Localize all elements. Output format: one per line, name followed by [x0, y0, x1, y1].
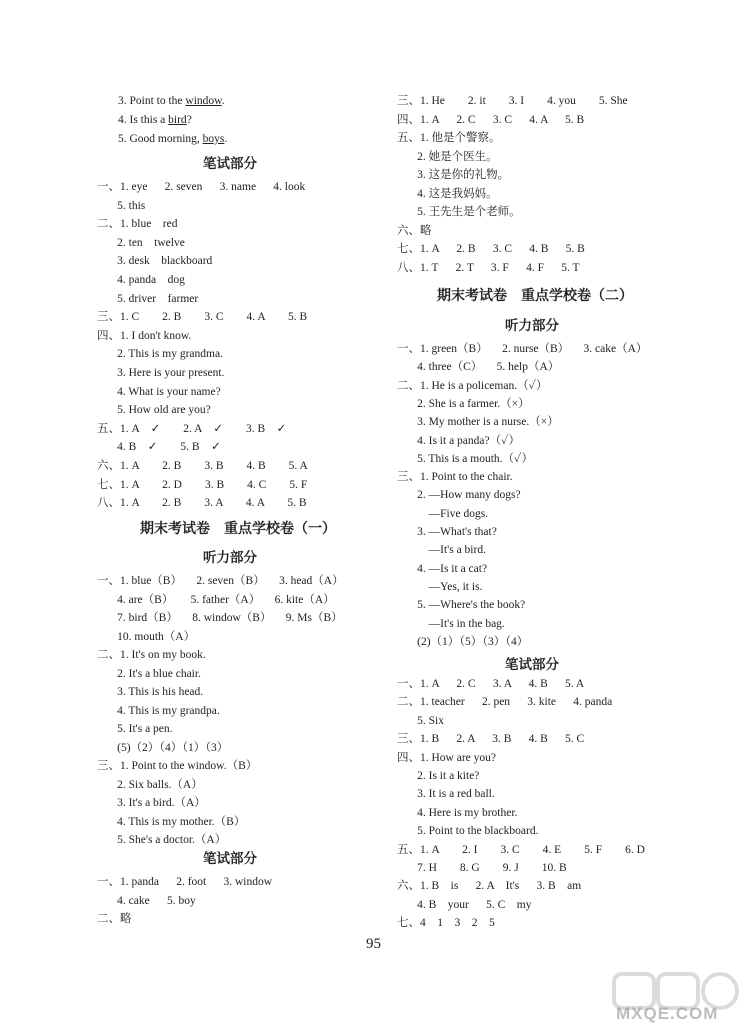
answer-line: 5. This is a mouth.（✓）	[397, 452, 533, 465]
answer-line: 3. It's a bird.（A）	[97, 797, 206, 809]
answer-line: 7. H 8. G 9. J 10. B	[397, 862, 567, 874]
answer-line: 4. B your 5. C my	[397, 898, 532, 911]
answer-line: 一、1. panda 2. foot 3. window	[97, 876, 273, 888]
answer-line: 4. What is your name?	[97, 385, 221, 398]
answer-line: 4. Is it a panda?（✓）	[397, 434, 521, 447]
answer-line: 4. are（B） 5. father（A） 6. kite（A）	[97, 593, 335, 606]
answer-line: 2. It's a blue chair.	[97, 667, 201, 680]
answer-line: 5. How old are you?	[97, 404, 211, 417]
section-heading-listening-2: 听力部分	[505, 318, 559, 333]
answer-line: 2. 她是个医生。	[397, 150, 498, 163]
answer-line: 3. —What's that?	[397, 526, 497, 538]
answer-line: 二、1. He is a policeman.（✓）	[397, 379, 548, 392]
answer-line: 五、1. 他是个警察。	[397, 132, 501, 144]
watermark-text: MXQE.COM	[616, 1004, 719, 1023]
answer-line: 一、1. A 2. C 3. A 4. B 5. A	[397, 678, 585, 690]
answer-line: 4. Here is my brother.	[397, 806, 518, 819]
answer-line: 四、1. How are you?	[397, 751, 497, 764]
answer-line: 三、1. B 2. A 3. B 4. B 5. C	[397, 733, 585, 746]
answer-line: 七、1. A 2. D 3. B 4. C 5. F	[97, 478, 308, 491]
page-number: 95	[366, 936, 381, 952]
answer-line: 3. This is his head.	[97, 686, 204, 698]
answer-line: 3. Here is your present.	[97, 367, 225, 379]
answer-line: 5. Point to the blackboard.	[397, 825, 539, 838]
answer-line: 5. Six	[397, 714, 444, 727]
answer-line: 八、1. T 2. T 3. F 4. F 5. T	[397, 261, 580, 274]
answer-line: —It's a bird.	[397, 544, 486, 557]
answer-line: 三、1. Point to the chair.	[397, 471, 513, 484]
section-heading-written-2: 笔试部分	[203, 851, 257, 866]
answer-line: 三、1. Point to the window.（B）	[97, 760, 258, 772]
prev-item-3: 3. Point to the window.	[118, 95, 225, 107]
answer-line: 4. three（C） 5. help（A）	[397, 361, 560, 374]
answer-line: 4. 这是我妈妈。	[397, 187, 498, 200]
answer-line: 4. cake 5. boy	[97, 894, 196, 907]
answer-line: 一、1. green（B） 2. nurse（B） 3. cake（A）	[397, 343, 648, 355]
answer-line: 二、1. It's on my book.	[97, 649, 206, 661]
answer-line: 2. This is my grandma.	[97, 348, 223, 361]
answer-line: (5)（2）（4）（1）（3）	[97, 741, 229, 754]
section-heading-written-3: 笔试部分	[505, 657, 559, 672]
section-heading-written: 笔试部分	[203, 156, 257, 171]
answer-line: 4. panda dog	[97, 274, 185, 286]
answer-line: 5. 王先生是个老师。	[397, 206, 521, 218]
answer-line: 2. Is it a kite?	[397, 770, 480, 782]
answer-line: 4. This is my mother.（B）	[97, 815, 246, 828]
answer-line: 5. —Where's the book?	[397, 599, 526, 612]
answer-line: 四、1. I don't know.	[97, 329, 192, 342]
answer-line: 六、1. B is 2. A It's 3. B am	[397, 880, 582, 893]
answer-line: 3. It is a red ball.	[397, 788, 495, 801]
answer-line: 10. mouth（A）	[97, 630, 196, 643]
answer-line: (2)（1）（5）（3）（4）	[397, 635, 529, 648]
answer-line: 二、略	[97, 913, 132, 925]
section-heading-listening: 听力部分	[203, 550, 257, 565]
exam-title-key-school-1: 期末考试卷 重点学校卷（一）	[140, 522, 336, 537]
answer-line: —Yes, it is.	[397, 580, 483, 593]
answer-line: 7. bird（B） 8. window（B） 9. Ms（B）	[97, 612, 343, 624]
answer-line: 四、1. A 2. C 3. C 4. A 5. B	[397, 113, 585, 126]
answer-line: 4. This is my grandpa.	[97, 704, 220, 717]
answer-line: 一、1. eye 2. seven 3. name 4. look	[97, 181, 306, 193]
exam-title-key-school-2: 期末考试卷 重点学校卷（二）	[437, 289, 633, 304]
answer-line: 二、1. blue red	[97, 218, 178, 231]
answer-line: 4. —Is it a cat?	[397, 562, 488, 575]
answer-line: —It's in the bag.	[397, 617, 505, 630]
answer-line: 5. driver farmer	[97, 292, 199, 305]
answer-line: 八、1. A 2. B 3. A 4. A 5. B	[97, 497, 307, 510]
answer-line: 五、1. A ✓ 2. A ✓ 3. B ✓	[97, 422, 287, 435]
answer-line: 3. desk blackboard	[97, 255, 213, 268]
prev-item-5: 5. Good morning, boys.	[118, 133, 228, 145]
answer-line: 5. She's a doctor.（A）	[97, 834, 227, 846]
answer-line: —Five dogs.	[397, 507, 489, 520]
answer-line: 三、1. C 2. B 3. C 4. A 5. B	[97, 311, 308, 324]
answer-line: 五、1. A 2. I 3. C 4. E 5. F 6. D	[397, 843, 645, 856]
answer-line: 5. this	[97, 199, 146, 212]
answer-line: 六、1. A 2. B 3. B 4. B 5. A	[97, 460, 308, 472]
answer-line: 七、1. A 2. B 3. C 4. B 5. B	[397, 243, 585, 255]
answer-line: 3. 这是你的礼物。	[397, 169, 510, 181]
answer-line: 2. Six balls.（A）	[97, 778, 203, 791]
answer-line: 六、略	[397, 224, 432, 237]
answer-line: 5. It's a pen.	[97, 723, 173, 735]
answer-line: 三、1. He 2. it 3. I 4. you 5. She	[397, 95, 628, 107]
prev-item-4: 4. Is this a bird?	[118, 114, 192, 126]
answer-line: 二、1. teacher 2. pen 3. kite 4. panda	[397, 696, 613, 709]
answer-line: 七、4 1 3 2 5	[397, 917, 495, 930]
answer-line: 4. B ✓ 5. B ✓	[97, 441, 221, 454]
answer-line: 2. She is a farmer.（×）	[397, 397, 530, 410]
answer-line: 一、1. blue（B） 2. seven（B） 3. head（A）	[97, 575, 344, 587]
answer-line: 3. My mother is a nurse.（×）	[397, 416, 559, 429]
answer-line: 2. ten twelve	[97, 236, 185, 249]
answer-line: 2. —How many dogs?	[397, 489, 521, 502]
